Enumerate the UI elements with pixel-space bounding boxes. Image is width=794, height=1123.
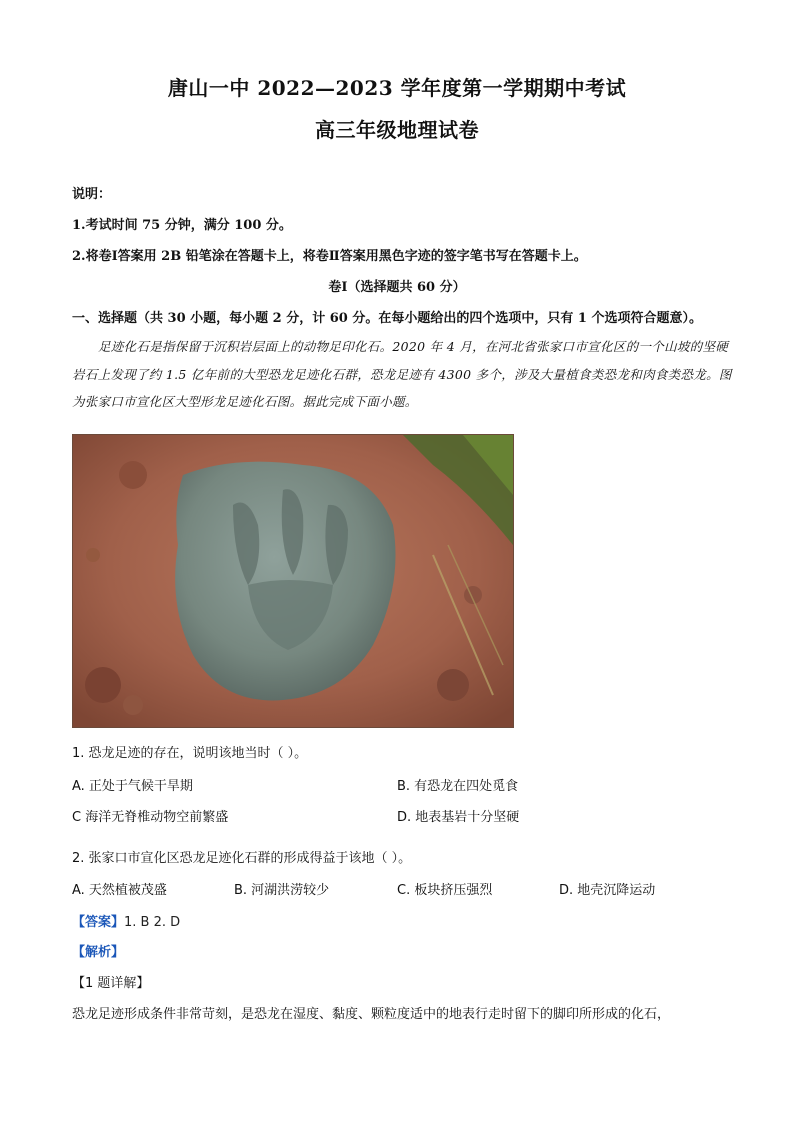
question-2-stem: 2. 张家口市宣化区恐龙足迹化石群的形成得益于该地（ ）。: [72, 851, 412, 866]
question-2-option-c[interactable]: C. 板块挤压强烈: [397, 883, 493, 898]
question-1-option-b[interactable]: B. 有恐龙在四处觅食: [397, 779, 519, 794]
question-1-option-d[interactable]: D. 地表基岩十分坚硬: [397, 810, 520, 825]
part-heading: 一、选择题（共 30 小题，每小题 2 分，计 60 分。在每小题给出的四个选项中，只有 1 个选项符合题意）。: [72, 311, 702, 326]
question-1-option-c[interactable]: C 海洋无脊椎动物空前繁盛: [72, 810, 229, 825]
question-2-option-d[interactable]: D. 地壳沉降运动: [559, 883, 656, 898]
notes-label: 说明：: [72, 187, 112, 202]
answer-values: 1. B 2. D: [124, 915, 181, 930]
exam-subtitle: 高三年级地理试卷: [315, 118, 479, 142]
analysis-tag: 【解析】: [72, 945, 125, 960]
detail-text: 恐龙足迹形成条件非常苛刻，是恐龙在湿度、黏度、颗粒度适中的地表行走时留下的脚印所形成的化石，: [72, 1007, 671, 1022]
note-item-1: 1.考试时间 75 分钟，满分 100 分。: [72, 218, 292, 233]
exam-title: 唐山一中 2022—2023 学年度第一学期期中考试: [167, 76, 627, 100]
question-2-option-a[interactable]: A. 天然植被茂盛: [72, 883, 167, 898]
question-1-option-a[interactable]: A. 正处于气候干旱期: [72, 779, 193, 794]
material-paragraph: 足迹化石是指保留于沉积岩层面上的动物足印化石。2020 年 4 月，在河北省张家口市宣化区的一个山坡的坚硬岩石上发现了约 1.5 亿年前的大型恐龙足迹化石群，恐龙足迹有 4300 多个，涉及大量植食类恐龙和肉食类恐龙。图为张家口市宣化区大型形龙足迹化石图。据此完成下面小题。: [72, 339, 732, 409]
question-2-option-b[interactable]: B. 河湖洪涝较少: [234, 883, 330, 898]
footprint-image: [73, 435, 513, 727]
note-item-2: 2.将卷Ⅰ答案用 2B 铅笔涂在答题卡上，将卷Ⅱ答案用黑色字迹的签字笔书写在答题卡上。: [72, 249, 587, 264]
answer-line: [72, 911, 180, 930]
answer-tag: 【答案】: [72, 915, 125, 930]
detail-tag: 【1 题详解】: [72, 976, 150, 991]
volume-heading: 卷Ⅰ（选择题共 60 分）: [328, 280, 466, 295]
dinosaur-footprint-photo: [72, 434, 514, 728]
question-1-stem: 1. 恐龙足迹的存在，说明该地当时（ ）。: [72, 746, 308, 761]
